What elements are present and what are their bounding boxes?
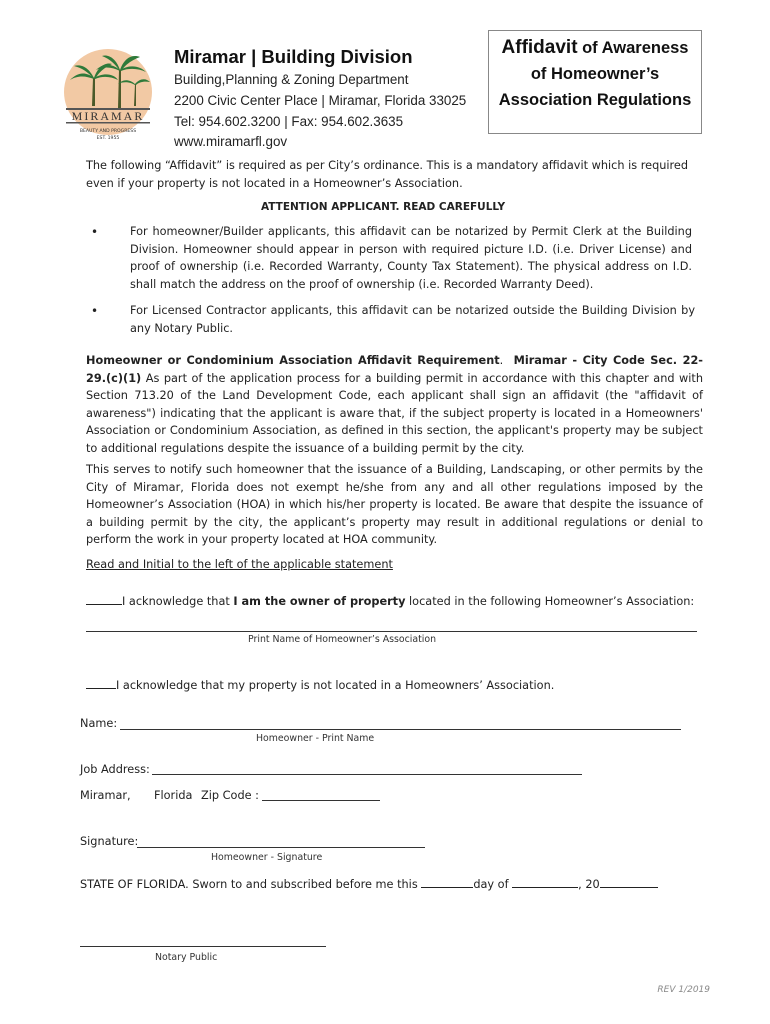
header-address: 2200 Civic Center Place | Miramar, Florida 33025	[174, 93, 467, 108]
affidavit-title-word: Affidavit	[501, 37, 578, 58]
hoa-name-field[interactable]	[86, 631, 697, 632]
revision-label: REV 1/2019	[657, 985, 710, 995]
ack-owner-row	[86, 591, 694, 611]
sworn-day-field[interactable]	[421, 874, 473, 888]
notify-paragraph: This serves to notify such homeowner that the issuance of a Building, Landscaping, or other permits by the City of Miramar, Florida does not exempt he/she from any and all other regulations imposed by the Homeowner’s Association (HOA) in which his/her property is located. Be aware that despite the issuance of a building permit by the city, the applicant’s property may result in additional regulations or denial to perform the work in your property located at HOA community.	[86, 463, 703, 546]
requirement-text: As part of the application process for a building permit in accordance with this chapter and with Section 713.20 of the Land Development Code, each applicant shall sign an affidavit (the "affidavit of awareness") indicating that the applicant is aware that, if the subject property is located in a Homeowners' Association or Condominium Association, as defined in this section, the applicant's property may be subject to additional regulations despite the issuance of a building permit by the city.	[86, 371, 703, 455]
notary-caption: Notary Public	[155, 952, 218, 963]
sworn-text-b: day of	[473, 878, 513, 891]
sworn-month-field[interactable]	[512, 874, 578, 888]
sworn-statement	[80, 874, 658, 894]
sworn-text-c: , 20	[578, 878, 600, 891]
requirement-heading: Homeowner or Condominium Association Affidavit Requirement	[86, 354, 500, 367]
name-label: Name:	[80, 717, 118, 730]
sworn-year-field[interactable]	[600, 874, 658, 888]
affidavit-title-line3: Association Regulations	[498, 91, 692, 109]
affidavit-title-rest: of Awareness	[577, 39, 689, 57]
logo-tagline: BEAUTY AND PROGRESS	[79, 129, 137, 134]
notary-signature-field[interactable]	[80, 946, 326, 947]
bullet-2-text: For Licensed Contractor applicants, this affidavit can be notarized outside the Building Division by any Notary Public.	[130, 304, 695, 335]
initial-not-hoa-field[interactable]	[86, 675, 116, 689]
name-caption: Homeowner - Print Name	[256, 733, 375, 744]
header-phone: Tel: 954.602.3200 | Fax: 954.602.3635	[174, 114, 404, 129]
requirement-paragraph: Homeowner or Condominium Association Affidavit Requirement. Miramar - City Code Sec. 22-29.(c)(1) As part of the application process for a building permit in accordance with this chapter and with Section 713.20 of the Land Development Code, each applicant shall sign an affidavit (the "affidavit of awareness") indicating that the applicant is aware that, if the subject property is located in a Homeowners' Association or Condominium Association, as defined in this section, the applicant's property may be subject to additional regulations despite the issuance of a building permit by the city.	[86, 354, 703, 455]
header-department: Building,Planning & Zoning Department	[174, 72, 409, 87]
affidavit-title-line2: of Homeowner’s	[530, 65, 660, 83]
ack-owner-bold: I am the owner of property	[233, 595, 406, 608]
logo-est: EST. 1955	[96, 136, 120, 141]
state-text: Florida	[154, 789, 193, 802]
city-text: Miramar,	[80, 789, 131, 802]
intro-paragraph: The following “Affidavit” is required as per City’s ordinance. This is a mandatory affidavit which is required even if your property is not located in a Homeowner’s Association.	[86, 159, 689, 190]
affidavit-title-box	[488, 30, 702, 134]
attention-heading: ATTENTION APPLICANT. READ CAREFULLY	[260, 201, 506, 213]
miramar-logo	[62, 48, 154, 148]
requirement-code: Miramar - City Code Sec. 22-29.(c)(1)	[86, 354, 703, 385]
signature-caption: Homeowner - Signature	[211, 852, 323, 863]
zip-field[interactable]	[262, 800, 380, 801]
ack-not-hoa-row	[86, 675, 554, 695]
job-address-field[interactable]	[152, 774, 582, 775]
initial-owner-field[interactable]	[86, 591, 122, 605]
bullet-2-symbol: •	[91, 304, 99, 318]
signature-label: Signature:	[80, 835, 139, 848]
bullet-1-text: For homeowner/Builder applicants, this affidavit can be notarized by Permit Clerk at the Building Division. Homeowner should appear in person with required picture I.D. (i.e. Driver License) and proof of ownership (i.e. Recorded Warranty, County Tax Statement). The physical address on I.D. shall match the address on the proof of ownership (i.e. Recorded Warranty Deed).	[130, 225, 692, 291]
ack-owner-pre: I acknowledge that	[122, 595, 234, 608]
zip-label: Zip Code :	[201, 789, 259, 802]
job-address-label: Job Address:	[80, 763, 150, 776]
header-website[interactable]: www.miramarfl.gov	[174, 134, 288, 149]
logo-wordmark: MIRAMAR	[71, 109, 145, 123]
ack-owner-post: located in the following Homeowner’s Association:	[405, 595, 695, 608]
palm-trees-icon	[62, 48, 154, 148]
header-title: Miramar | Building Division	[174, 46, 413, 67]
bullet-1-symbol: •	[91, 225, 99, 239]
hoa-name-caption: Print Name of Homeowner’s Association	[248, 634, 437, 645]
signature-field[interactable]	[137, 847, 425, 848]
initial-instruction: Read and Initial to the left of the applicable statement	[86, 558, 393, 571]
ack-not-hoa-text: I acknowledge that my property is not located in a Homeowners’ Association.	[116, 679, 555, 692]
name-field[interactable]	[120, 729, 681, 730]
sworn-text-a: STATE OF FLORIDA. Sworn to and subscribed before me this	[80, 878, 422, 891]
